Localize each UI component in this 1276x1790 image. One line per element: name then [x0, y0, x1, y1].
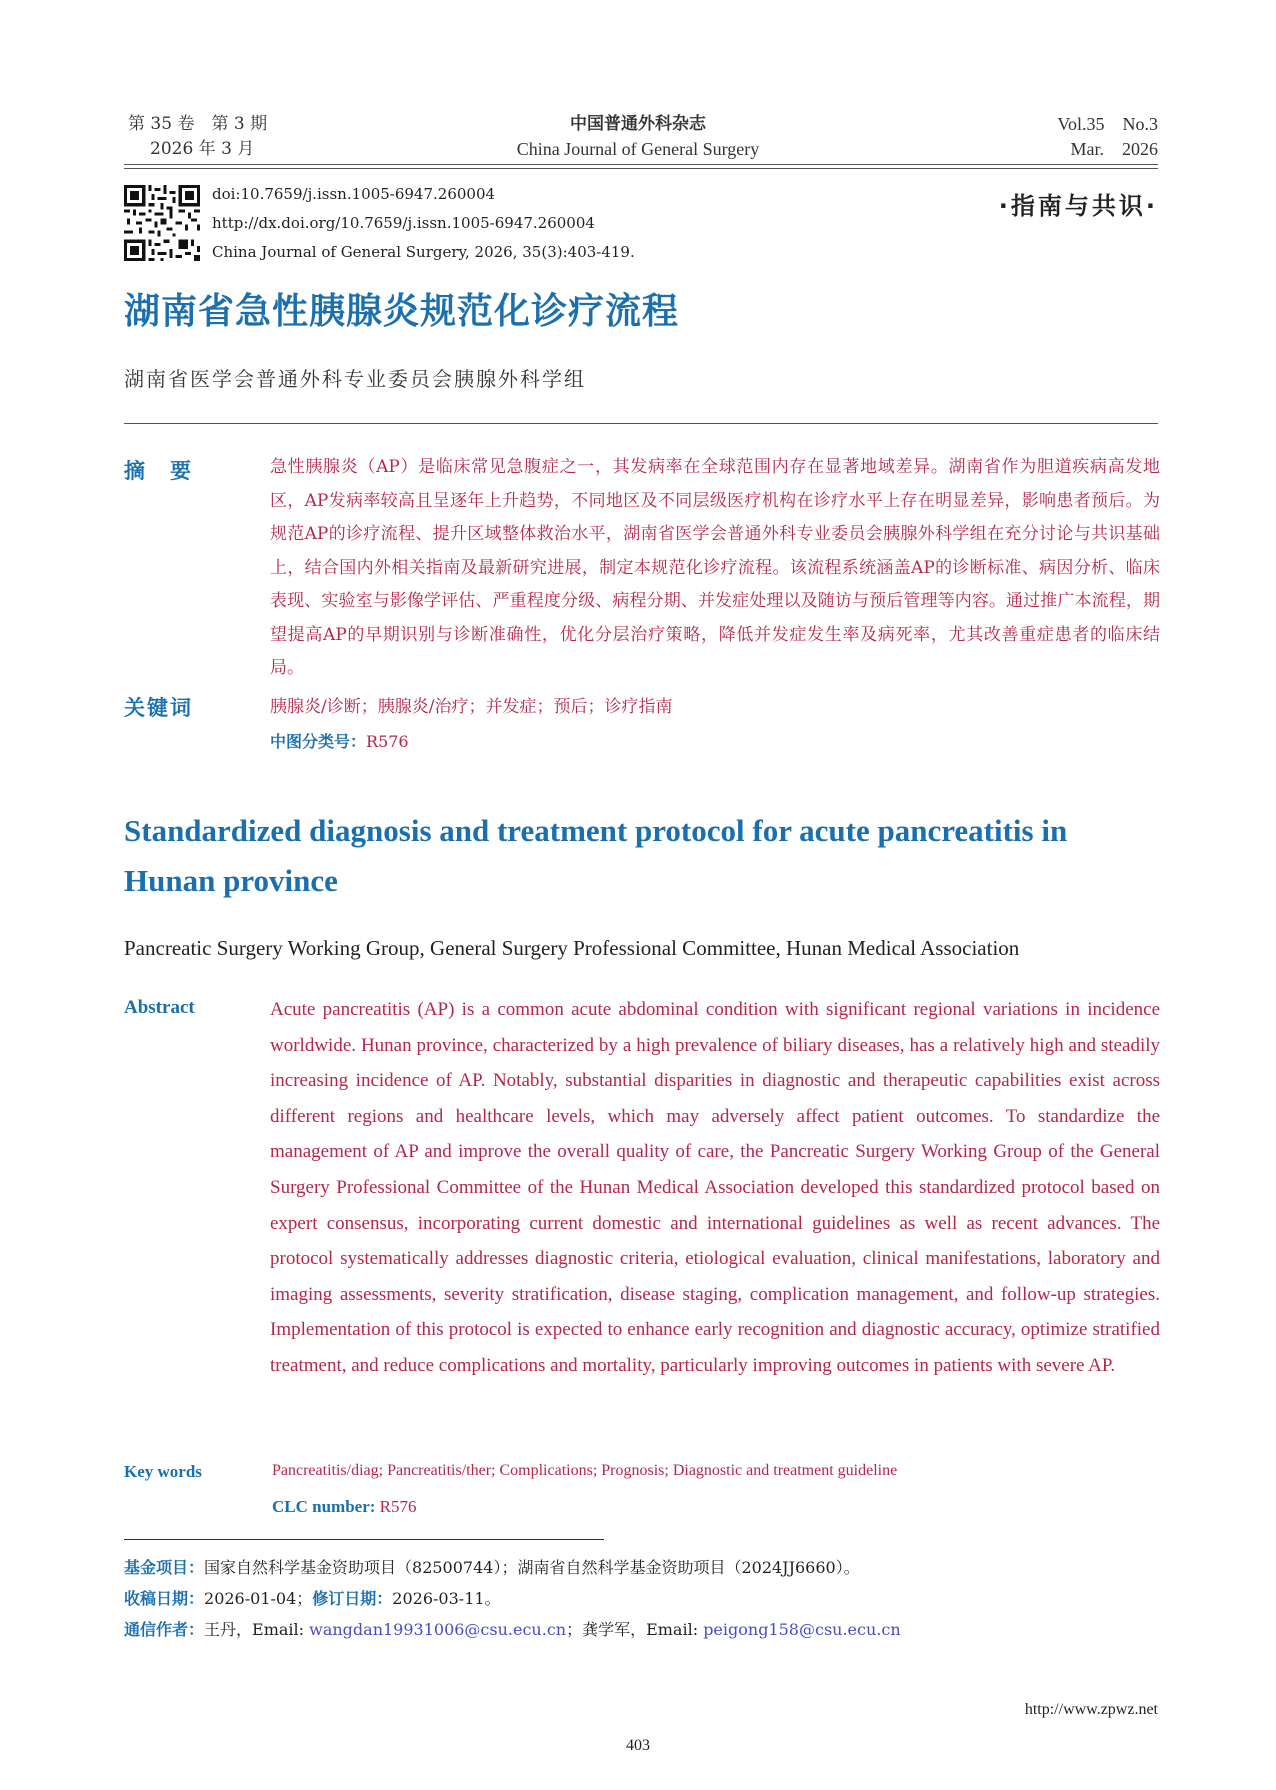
keywords-label-cn: 关键词	[124, 696, 193, 720]
keywords-cn: 胰腺炎/诊断；胰腺炎/治疗；并发症；预后；诊疗指南	[270, 697, 673, 717]
citation: China Journal of General Surgery, 2026, 35(3):403-419.	[212, 243, 635, 261]
page-number: 403	[626, 1737, 650, 1754]
clc-label-cn: 中图分类号：	[270, 732, 367, 751]
journal-url[interactable]: http://www.zpwz.net	[1024, 1701, 1158, 1718]
clc-en	[272, 1497, 417, 1517]
keywords-en: Pancreatitis/diag; Pancreatitis/ther; Complications; Prognosis; Diagnostic and treatment guideline	[272, 1462, 898, 1479]
abstract-text-cn: 急性胰腺炎（AP）是临床常见急腹症之一，其发病率在全球范围内存在显著地域差异。湖南省作为胆道疾病高发地区，AP发病率较高且呈逐年上升趋势，不同地区及不同层级医疗机构在诊疗水平上存在明显差异，影响患者预后。为规范AP的诊疗流程、提升区域整体救治水平，湖南省医学会普通外科专业委员会胰腺外科学组在充分讨论与共识基础上，结合国内外相关指南及最新研究进展，制定本规范化诊疗流程。该流程系统涵盖AP的诊断标准、病因分析、临床表现、实验室与影像学评估、严重程度分级、病程分期、并发症处理以及随访与预后管理等内容。通过推广本流程，期望提高AP的早期识别与诊断准确性，优化分层治疗策略，降低并发症发生率及病死率，尤其改善重症患者的临床结局。	[270, 457, 1160, 678]
date-en: Mar. 2026	[1070, 139, 1158, 159]
corresponding-author-2: ；龚学军，Email:	[566, 1620, 704, 1639]
clc-cn	[270, 729, 409, 752]
clc-value-en: R576	[379, 1497, 417, 1516]
corresponding-label: 通信作者：	[124, 1620, 205, 1639]
title-rule	[124, 423, 1158, 424]
section-tag: ·指南与共识·	[998, 192, 1158, 220]
author-en: Pancreatic Surgery Working Group, General Surgery Professional Committee, Hunan Medical Association	[124, 936, 1020, 960]
doi-url[interactable]: http://dx.doi.org/10.7659/j.issn.1005-6947.260004	[212, 214, 595, 232]
date-note	[124, 1586, 501, 1609]
revised-label: 修订日期：	[312, 1589, 393, 1608]
footnote-rule	[124, 1539, 604, 1540]
clc-value-cn: R576	[366, 732, 409, 751]
clc-label-en: CLC number:	[272, 1497, 376, 1516]
abstract-label-en: Abstract	[124, 997, 195, 1018]
keywords-label-en: Key words	[124, 1462, 202, 1481]
header-rule-thin	[124, 168, 1158, 169]
doi: doi:10.7659/j.issn.1005-6947.260004	[212, 185, 496, 203]
received-label: 收稿日期：	[124, 1589, 205, 1608]
date-cn: 2026 年 3 月	[150, 139, 255, 159]
volume-issue-cn: 第 35 卷 第 3 期	[128, 114, 268, 134]
journal-name-cn: 中国普通外科杂志	[570, 114, 706, 134]
corresponding-note	[124, 1617, 901, 1640]
received-date: 2026-01-04；	[204, 1589, 313, 1608]
corresponding-author-1: 王丹，Email:	[204, 1620, 310, 1639]
abstract-label-cn: 摘 要	[124, 459, 193, 483]
qr-code-icon	[124, 185, 200, 261]
fund-note	[124, 1555, 860, 1578]
title-en: Standardized diagnosis and treatment protocol for acute pancreatitis in Hunan province	[124, 813, 1068, 898]
revised-date: 2026-03-11。	[392, 1589, 501, 1608]
header-rule	[124, 164, 1158, 165]
fund-label: 基金项目：	[124, 1558, 205, 1577]
abstract-text-en: Acute pancreatitis (AP) is a common acute abdominal condition with significant regional variations in incidence worldwide. Hunan province, characterized by a high prevalence of biliary diseases, has a relatively high and steadily increasing incidence of AP. Notably, substantial disparities in diagnostic and therapeutic capabilities exist across different regions and healthcare levels, which may adversely affect patient outcomes. To standardize the management of AP and improve the overall quality of care, the Pancreatic Surgery Working Group of the General Surgery Professional Committee of the Hunan Medical Association developed this standardized protocol based on expert consensus, incorporating current domestic and international guidelines as well as recent advances. The protocol systematically addresses diagnostic criteria, etiological evaluation, clinical manifestations, laboratory and imaging assessments, severity stratification, disease staging, complication management, and follow-up strategies. Implementation of this protocol is expected to enhance early recognition and diagnostic accuracy, optimize stratified treatment, and reduce complications and mortality, particularly improving outcomes in patients with severe AP.	[270, 999, 1160, 1376]
author-cn: 湖南省医学会普通外科专业委员会胰腺外科学组	[124, 367, 586, 391]
journal-name-en: China Journal of General Surgery	[516, 139, 760, 159]
email-link-1[interactable]: wangdan19931006@csu.ecu.cn	[309, 1620, 567, 1639]
volume-issue-en: Vol.35 No.3	[1057, 114, 1158, 134]
fund-text: 国家自然科学基金资助项目（82500744）；湖南省自然科学基金资助项目（2024JJ6660）。	[204, 1558, 860, 1577]
email-link-2[interactable]: peigong158@csu.ecu.cn	[703, 1620, 901, 1639]
title-cn: 湖南省急性胰腺炎规范化诊疗流程	[124, 291, 680, 332]
